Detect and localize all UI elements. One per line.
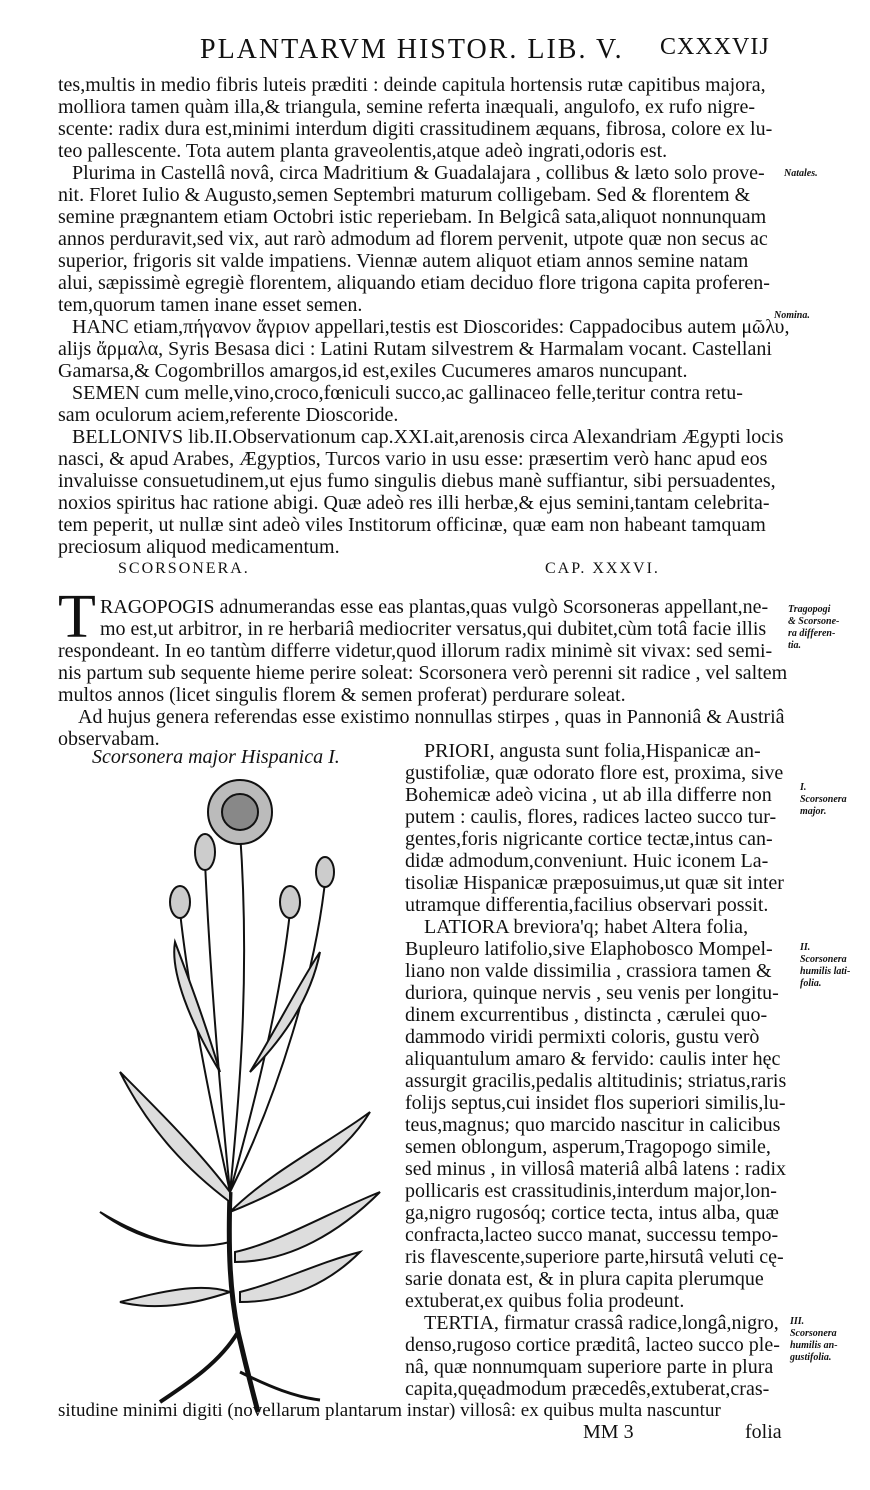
text-line: Plurima in Castellâ novâ, circa Madritium & Guadalajara , collibus & læto solo prove- bbox=[72, 162, 765, 184]
text-line: BELLONIVS lib.II.Observationum cap.XXI.ait,arenosis circa Alexandriam Ægypti locis bbox=[72, 426, 784, 448]
text-line: RAGOPOGIS adnumerandas esse eas plantas,quas vulgò Scorsoneras appellant,ne- bbox=[100, 596, 769, 618]
text-line: semen oblongum, asperum,Tragopogo simile, bbox=[405, 1136, 771, 1158]
text-line: gustifoliæ, quæ odorato flore est, proxima, sive bbox=[405, 762, 784, 784]
text-line: annos perduravit,sed vix, aut rarò admodum ad florem pervenit, utpote quæ non secus ac bbox=[58, 228, 768, 250]
text-line: alijs ἄρμαλα, Syris Besasa dici : Latini Rutam silvestrem & Harmalam vocant. Castellani bbox=[58, 338, 772, 360]
chapter-title: SCORSONERA. bbox=[118, 560, 250, 577]
text-line: dammodo viridi permixti coloris, gustu verò bbox=[405, 1026, 760, 1048]
scorsonera-illustration bbox=[80, 772, 400, 1422]
text-line: alui, sæpissimè egregiè florentem, aliquando etiam deciduo flore trigona capita proferen- bbox=[58, 272, 770, 294]
text-line: ris flavescente,superiore parte,hirsutâ veluti cę- bbox=[405, 1246, 784, 1268]
text-line: respondeant. In eo tantùm differre videtur,quod illorum radix minimè sit vivax: sed semi- bbox=[58, 640, 773, 662]
margin-note-nomina: Nomina. bbox=[774, 310, 810, 321]
text-line: ga,nigro rugosóq; cortice tecta, intus alba, quæ bbox=[405, 1202, 779, 1224]
chapter-number: CAP. XXXVI. bbox=[545, 560, 660, 577]
text-line: assurgit gracilis,pedalis altitudinis; striatus,raris bbox=[405, 1070, 787, 1092]
text-line: liano non valde dissimilia , crassiora tamen & bbox=[405, 960, 772, 982]
text-line: Ad hujus genera referendas esse existimo nonnullas stirpes , quas in Pannoniâ & Austriâ bbox=[78, 706, 785, 728]
text-line: molliora tamen quàm illa,& triangula, semine referta inæquali, angulofo, ex rufo nigre- bbox=[58, 96, 756, 118]
text-line: gentes,foris nigricante cortice tectæ,intus can- bbox=[405, 828, 773, 850]
margin-note-two: II. Scorsonera humilis lati- folia. bbox=[800, 942, 851, 989]
text-line: tes,multis in medio fibris luteis præditi : deinde capitula hortensis rutæ capitibus majora, bbox=[58, 74, 766, 96]
catchword: folia bbox=[745, 1421, 782, 1443]
text-line: Bohemicæ adeò vicina , ut ab illa differre non bbox=[405, 784, 772, 806]
margin-note-three: III. Scorsonera humilis an- gustifolia. bbox=[790, 1316, 838, 1363]
text-line: teus,magnus; quo marcido nascitur in calicibus bbox=[405, 1114, 781, 1136]
text-line: mo est,ut arbitror, in re herbariâ mediocriter versatus,qui dubitet,cùm totâ facie illis bbox=[100, 618, 767, 640]
text-line: noxios spiritus hac ratione abigi. Quæ adeò res illi herbæ,& ejus semini,tantam celebrita- bbox=[58, 492, 770, 514]
running-head-title: PLANTARVM HISTOR. LIB. V. bbox=[200, 34, 624, 65]
text-line: pollicaris est crassitudinis,interdum major,lon- bbox=[405, 1180, 777, 1202]
text-line: preciosum aliquod medicamentum. bbox=[58, 536, 340, 558]
text-line: tem peperit, ut nullæ sint adeò viles Institorum officinæ, quæ eam non habeant tamquam bbox=[58, 514, 766, 536]
text-line: aliquantulum amaro & fervido: caulis inter hęc bbox=[405, 1048, 781, 1070]
text-line: nâ, quæ nonnumquam superiore parte in plura bbox=[405, 1356, 774, 1378]
text-line: HANC etiam,πήγανον ἄγριον appellari,testis est Dioscorides: Cappadocibus autem μῶλυ, bbox=[72, 316, 790, 338]
margin-note-one: I. Scorsonera major. bbox=[800, 782, 847, 817]
text-line: teo pallescente. Tota autem planta graveolentis,atque adeò ingrati,odoris est. bbox=[58, 140, 668, 162]
text-line: nit. Floret Iulio & Augusto,semen Septembri maturum colligebam. Sed & florentem & bbox=[58, 184, 751, 206]
text-line: nis partum sub sequente hieme perire soleat: Scorsonera verò perenni sit radice , vel saltem bbox=[58, 662, 788, 684]
chapter-dropcap: T bbox=[58, 583, 96, 651]
text-line: scente: radix dura est,minimi interdum digiti crassitudinem æquans, fibrosa, colore ex lu- bbox=[58, 118, 773, 140]
text-line: sed minus , in villosâ materiâ albâ latens : radix bbox=[405, 1158, 787, 1180]
text-line: tisoliæ Hispanicæ præposuimus,ut quæ sit inter bbox=[405, 872, 784, 894]
text-line: multos annos (licet singulis florem & semen proferat) perdurare soleat. bbox=[58, 684, 626, 706]
text-line: confracta,lacteo succo manat, successu tempo- bbox=[405, 1224, 779, 1246]
text-line: capita,quęadmodum præcedês,extuberat,cras- bbox=[405, 1378, 770, 1400]
text-line: Bupleuro latifolio,sive Elaphobosco Mompel- bbox=[405, 938, 773, 960]
text-line: TERTIA, firmatur crassâ radice,longâ,nigro, bbox=[424, 1312, 779, 1334]
text-line: extuberat,ex quibus folia prodeunt. bbox=[405, 1290, 685, 1312]
bottom-text-line: situdine minimi digiti (novellarum plantarum instar) villosâ: ex quibus multa nascuntur bbox=[58, 1400, 721, 1421]
text-line: tem,quorum tamen inane esset semen. bbox=[58, 294, 363, 316]
text-line: nasci, & apud Arabes, Ægyptios, Turcos vario in usu esse: præsertim verò hanc apud eos bbox=[58, 448, 768, 470]
text-line: sam oculorum aciem,referente Dioscoride. bbox=[58, 404, 399, 426]
text-line: folijs septus,cui insidet flos superiori similis,lu- bbox=[405, 1092, 786, 1114]
text-line: invaluisse consuetudinem,ut ejus fumo singulis diebus manè suffiantur, sibi persuadentes, bbox=[58, 470, 776, 492]
page-number: CXXXVIJ bbox=[660, 34, 770, 60]
text-line: superior, frigoris sit valde impatiens. Viennæ autem aliquot etiam annos semine natam bbox=[58, 250, 749, 272]
signature-mark: MM 3 bbox=[583, 1421, 634, 1443]
text-line: Gamarsa,& Cogombrillos amargos,id est,exiles Cucumeres amaros nuncupant. bbox=[58, 360, 688, 382]
margin-note-natales: Natales. bbox=[784, 168, 818, 179]
figure-caption: Scorsonera major Hispanica I. bbox=[92, 746, 340, 768]
text-line: semine prægnantem etiam Octobri istic reperiebam. In Belgicâ sata,aliquot nonnunquam bbox=[58, 206, 767, 228]
text-line: observabam. bbox=[58, 728, 160, 750]
text-line: duriora, quinque nervis , seu venis per longitu- bbox=[405, 982, 779, 1004]
text-line: dinem excurrentibus , distincta , cærulei quo- bbox=[405, 1004, 768, 1026]
text-line: denso,rugoso cortice præditâ, lacteo succo ple- bbox=[405, 1334, 780, 1356]
text-line: LATIORA breviora'q; habet Altera folia, bbox=[424, 916, 749, 938]
text-line: utramque differentia,facilius observari possit. bbox=[405, 894, 769, 916]
margin-note-tragopogi: Tragopogi & Scorsone- ra differen- tia. bbox=[788, 604, 840, 651]
text-line: putem : caulis, flores, radices lacteo succo tur- bbox=[405, 806, 777, 828]
text-line: sarie donata est, & in plura capita plerumque bbox=[405, 1268, 764, 1290]
text-line: didæ admodum,conveniunt. Huic iconem La- bbox=[405, 850, 769, 872]
text-line: PRIORI, angusta sunt folia,Hispanicæ an- bbox=[424, 740, 761, 762]
text-line: SEMEN cum melle,vino,croco,fœniculi succo,ac gallinaceo felle,teritur contra retu- bbox=[72, 382, 743, 404]
